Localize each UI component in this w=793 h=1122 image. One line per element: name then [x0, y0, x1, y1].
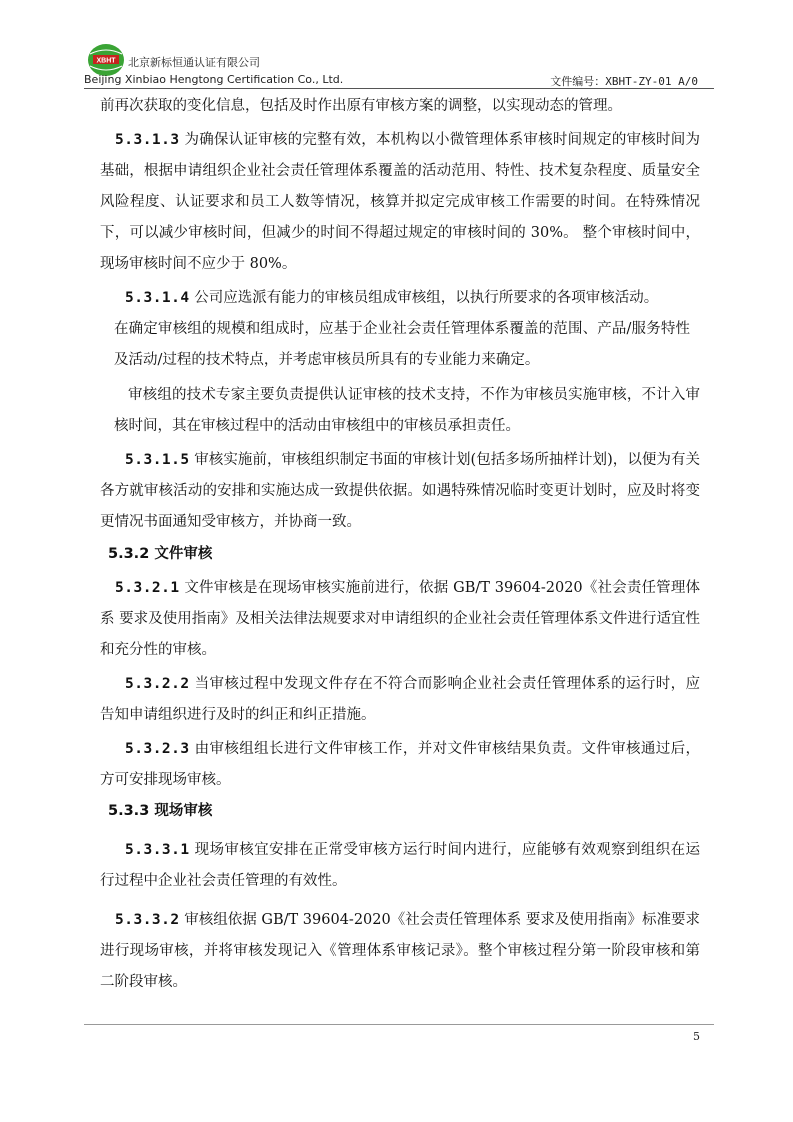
section-heading-5-3-2: 5.3.2 文件审核 [108, 546, 213, 562]
clause-5-3-1-5 [100, 445, 700, 538]
clause-number: 5.3.2.2 [125, 676, 190, 692]
clause-number: 5.3.1.4 [125, 290, 190, 306]
clause-text: 文件审核是在现场审核实施前进行，依据 GB/T 39604-2020《社会责任管理体系 要求及使用指南》及相关法律法规要求对申请组织的企业社会责任管理体系文件进行适宜性和充分性的审核。 [100, 580, 700, 658]
paragraph [114, 314, 690, 376]
paragraph-text: 前再次获取的变化信息，包括及时作出原有审核方案的调整，以实现动态的管理。 [100, 98, 622, 114]
clause-5-3-2-3 [100, 734, 700, 796]
clause-text: 审核组依据 GB/T 39604-2020《社会责任管理体系 要求及使用指南》标准要求进行现场审核，并将审核发现记入《管理体系审核记录》。整个审核过程分第一阶段审核和第二阶段审核。 [100, 912, 700, 990]
page-number: 5 [693, 1030, 700, 1043]
clause-text: 审核实施前，审核组织制定书面的审核计划(包括多场所抽样计划)，以便为有关各方就审核活动的安排和实施达成一致提供依据。如遇特殊情况临时变更计划时，应及时将变更情况书面通知受审核方，并协商一致。 [100, 452, 700, 530]
clause-5-3-1-3 [100, 125, 700, 280]
clause-number: 5.3.3.1 [125, 842, 190, 858]
paragraph [100, 91, 700, 122]
footer-divider [84, 1024, 714, 1025]
clause-number: 5.3.2.1 [115, 580, 180, 596]
clause-text: 公司应选派有能力的审核员组成审核组，以执行所要求的各项审核活动。 [189, 290, 659, 306]
clause-5-3-3-2 [100, 905, 700, 998]
clause-text: 为确保认证审核的完整有效，本机构以小微管理体系审核时间规定的审核时间为基础，根据申请组织企业社会责任管理体系覆盖的活动范用、特性、技术复杂程度、质量安全风险程度、认证要求和员工人数等情况，核算并拟定完成审核工作需要的时间。在特殊情况下，可以减少审核时间，但减少的时间不得超过规定的审核时间的 30%。 整个审核时间中，现场审核时间不应少于 80%。 [100, 132, 700, 272]
document-body [100, 95, 700, 998]
clause-text: 现场审核宜安排在正常受审核方运行时间内进行，应能够有效观察到组织在运行过程中企业社会责任管理的有效性。 [100, 842, 700, 889]
clause-number: 5.3.2.3 [125, 741, 190, 757]
company-name-en: Beijing Xinbiao Hengtong Certification Co., Ltd. [84, 73, 344, 86]
company-name-cn: 北京新标恒通认证有限公司 [128, 56, 260, 69]
clause-number: 5.3.1.5 [125, 452, 190, 468]
clause-5-3-1-4 [100, 283, 700, 314]
paragraph-text: 审核组的技术专家主要负责提供认证审核的技术支持，不作为审核员实施审核，不计入审核时间，其在审核过程中的活动由审核组中的审核员承担责任。 [114, 387, 700, 434]
clause-5-3-3-1 [100, 835, 700, 897]
clause-number: 5.3.3.2 [115, 912, 180, 928]
paragraph-text: 在确定审核组的规模和组成时，应基于企业社会责任管理体系覆盖的范围、产品/服务特性及活动/过程的技术特点，并考虑审核员所具有的专业能力来确定。 [114, 321, 690, 368]
document-number: 文件编号：XBHT-ZY-01 A/0 [550, 75, 698, 88]
clause-5-3-2-1 [100, 573, 700, 666]
clause-text: 当审核过程中发现文件存在不符合而影响企业社会责任管理体系的运行时，应告知申请组织进行及时的纠正和纠正措施。 [100, 676, 700, 723]
paragraph [114, 380, 700, 442]
logo-text: XBHT [96, 57, 116, 65]
clause-text: 由审核组组长进行文件审核工作，并对文件审核结果负责。文件审核通过后，方可安排现场审核。 [100, 741, 700, 788]
clause-5-3-2-2 [100, 669, 700, 731]
header-divider [84, 88, 714, 89]
section-heading-5-3-3: 5.3.3 现场审核 [108, 803, 213, 819]
clause-number: 5.3.1.3 [115, 132, 180, 148]
page-header [84, 40, 714, 90]
